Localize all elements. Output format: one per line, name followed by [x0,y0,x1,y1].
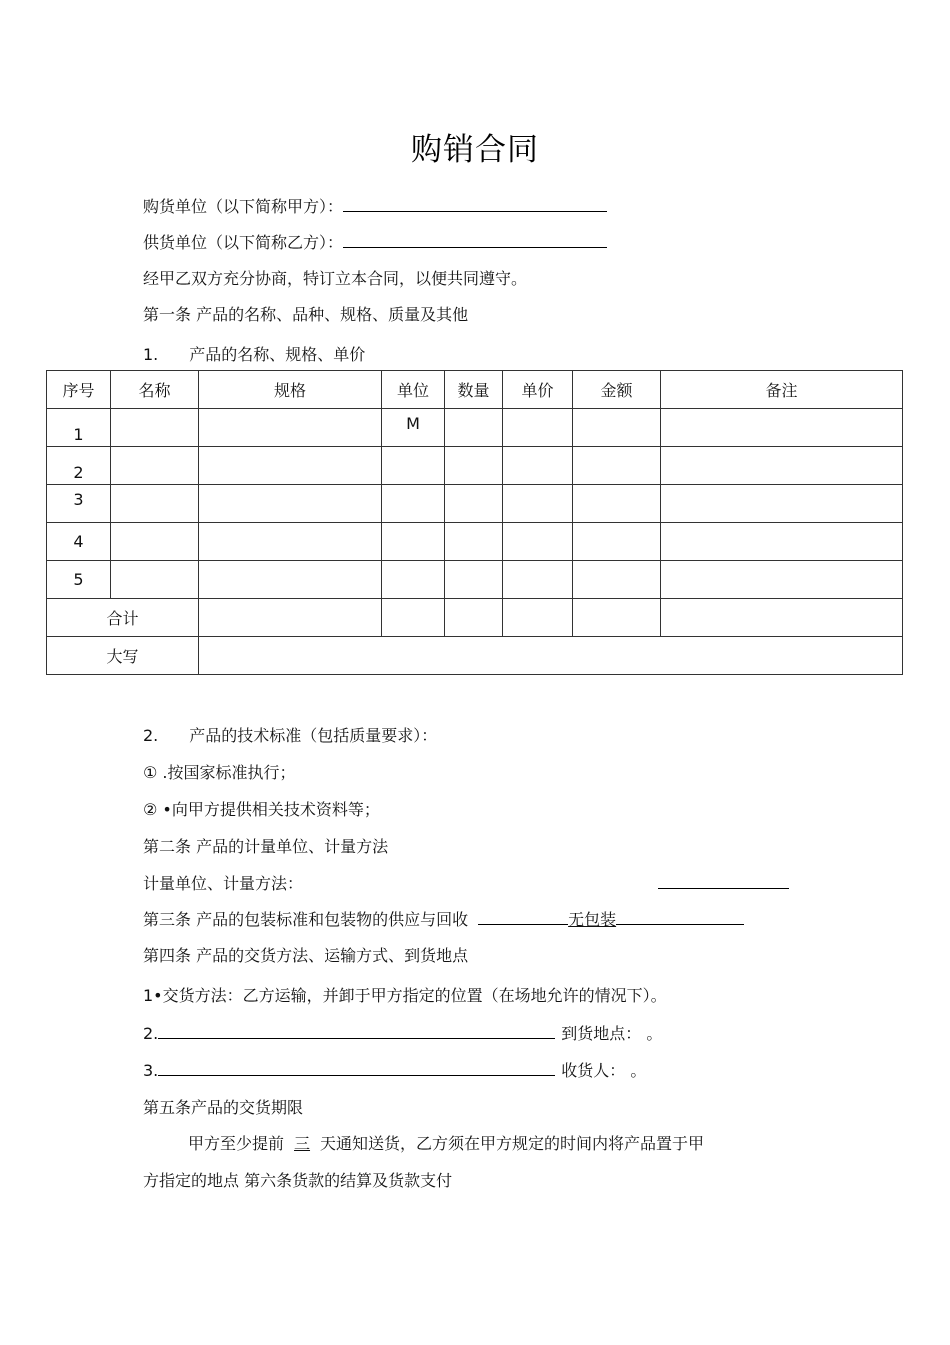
seller-label: 供货单位（以下简称乙方）： [143,233,344,252]
spec-cell[interactable] [199,561,382,599]
article-3-line [143,910,744,930]
qty-cell[interactable] [445,523,503,561]
unit-cell[interactable] [382,485,445,523]
remark-cell[interactable] [661,485,903,523]
intro-text: 经甲乙双方充分协商，特订立本合同，以便共同遵守。 [143,269,528,288]
delivery-location-line [143,1024,662,1044]
total-label-cell [47,599,199,637]
delivery-2-number: 2. [143,1024,159,1043]
amount-cell[interactable] [573,447,661,485]
delivery-term-text-b: 天通知送货，乙方须在甲方规定的时间内将产品置于甲 [320,1134,705,1153]
unit-cell[interactable] [382,523,445,561]
uppercase-row [47,637,903,675]
name-cell[interactable] [111,485,199,523]
standard-1: ① .按国家标准执行； [143,763,296,782]
remark-cell[interactable] [661,523,903,561]
measure-line [143,874,789,894]
total-spec-cell[interactable] [199,599,382,637]
article-3-heading: 第三条 产品的包装标准和包装物的供应与回收 [143,910,469,929]
unit-value: M [406,414,420,433]
product-spec-table [46,370,903,675]
packaging-value: 无包装 [568,910,617,929]
price-cell[interactable] [503,409,573,447]
qty-cell[interactable] [445,409,503,447]
remark-cell[interactable] [661,561,903,599]
delivery-location-blank [158,1024,555,1039]
total-label: 合计 [106,609,139,628]
remark-cell[interactable] [661,409,903,447]
measure-label: 计量单位、计量方法： [143,874,304,893]
spec-cell[interactable] [199,523,382,561]
total-qty-cell[interactable] [445,599,503,637]
row-number: 3 [73,490,84,509]
price-cell[interactable] [503,485,573,523]
qty-cell[interactable] [445,485,503,523]
header-cell-price: 单价 [503,371,573,409]
seller-line [143,233,607,253]
spec-cell[interactable] [199,409,382,447]
header-cell-amount: 金额 [573,371,661,409]
row-number-cell [47,409,111,447]
table-row [47,409,903,447]
total-row [47,599,903,637]
item-1-heading [143,345,365,365]
spec-cell[interactable] [199,485,382,523]
item-2-number: 2. [143,726,159,745]
row-number-cell [47,561,111,599]
remark-cell[interactable] [661,447,903,485]
table-row [47,447,903,485]
item-1-number: 1. [143,345,159,364]
amount-cell[interactable] [573,561,661,599]
row-number: 4 [73,532,84,551]
row-number: 5 [73,570,84,589]
delivery-3-number: 3. [143,1061,159,1080]
amount-cell[interactable] [573,485,661,523]
delivery-location-label: 到货地点： 。 [561,1024,663,1043]
total-price-cell[interactable] [503,599,573,637]
article-2-heading: 第二条 产品的计量单位、计量方法 [143,837,389,856]
unit-cell[interactable] [382,561,445,599]
unit-cell[interactable] [382,447,445,485]
table-row [47,561,903,599]
price-cell[interactable] [503,523,573,561]
buyer-label: 购货单位（以下简称甲方）： [143,197,344,216]
header-cell-remark: 备注 [661,371,903,409]
receiver-label: 收货人： 。 [561,1061,647,1080]
amount-cell[interactable] [573,409,661,447]
seller-blank [343,233,607,248]
buyer-blank [343,197,607,212]
header-cell-spec: 规格 [199,371,382,409]
uppercase-value-cell[interactable] [199,637,903,675]
total-unit-cell[interactable] [382,599,445,637]
header-cell-qty: 数量 [445,371,503,409]
name-cell[interactable] [111,447,199,485]
price-cell[interactable] [503,447,573,485]
name-cell[interactable] [111,523,199,561]
delivery-term-continuation: 方指定的地点 第六条货款的结算及货款支付 [143,1171,453,1190]
row-number-cell [47,523,111,561]
measure-blank [658,874,789,889]
header-cell-name: 名称 [111,371,199,409]
row-number: 1 [73,425,84,444]
uppercase-label: 大写 [106,647,139,666]
table-row [47,523,903,561]
total-amount-cell[interactable] [573,599,661,637]
article-1-heading: 第一条 产品的名称、品种、规格、质量及其他 [143,305,469,324]
article-5-heading: 第五条产品的交货期限 [143,1098,304,1117]
table-row [47,485,903,523]
packaging-blank-left [478,910,568,925]
document-title: 购销合同 [411,132,539,168]
unit-cell[interactable] [382,409,445,447]
row-number-cell [47,447,111,485]
spec-cell[interactable] [199,447,382,485]
notice-days: 三 [294,1134,311,1153]
item-2-heading [143,726,437,746]
receiver-line [143,1061,646,1081]
price-cell[interactable] [503,561,573,599]
receiver-blank [158,1061,555,1076]
uppercase-label-cell [47,637,199,675]
row-number-cell [47,485,111,523]
qty-cell[interactable] [445,447,503,485]
delivery-term-paragraph [188,1134,704,1154]
name-cell[interactable] [111,561,199,599]
amount-cell[interactable] [573,523,661,561]
article-4-heading: 第四条 产品的交货方法、运输方式、到货地点 [143,946,469,965]
table-header-row [47,371,903,409]
name-cell[interactable] [111,409,199,447]
total-remark-cell[interactable] [661,599,903,637]
row-number: 2 [73,463,84,482]
delivery-method: 1•交货方法：乙方运输，并卸于甲方指定的位置（在场地允许的情况下）。 [143,986,667,1005]
header-cell-seq: 序号 [47,371,111,409]
delivery-term-text-a: 甲方至少提前 [188,1134,285,1153]
qty-cell[interactable] [445,561,503,599]
item-1-text: 产品的名称、规格、单价 [189,345,366,364]
header-cell-unit: 单位 [382,371,445,409]
buyer-line [143,197,607,217]
item-2-text: 产品的技术标准（包括质量要求）： [189,726,438,745]
packaging-blank-right [616,910,744,925]
standard-2: ② •向甲方提供相关技术资料等； [143,800,380,819]
